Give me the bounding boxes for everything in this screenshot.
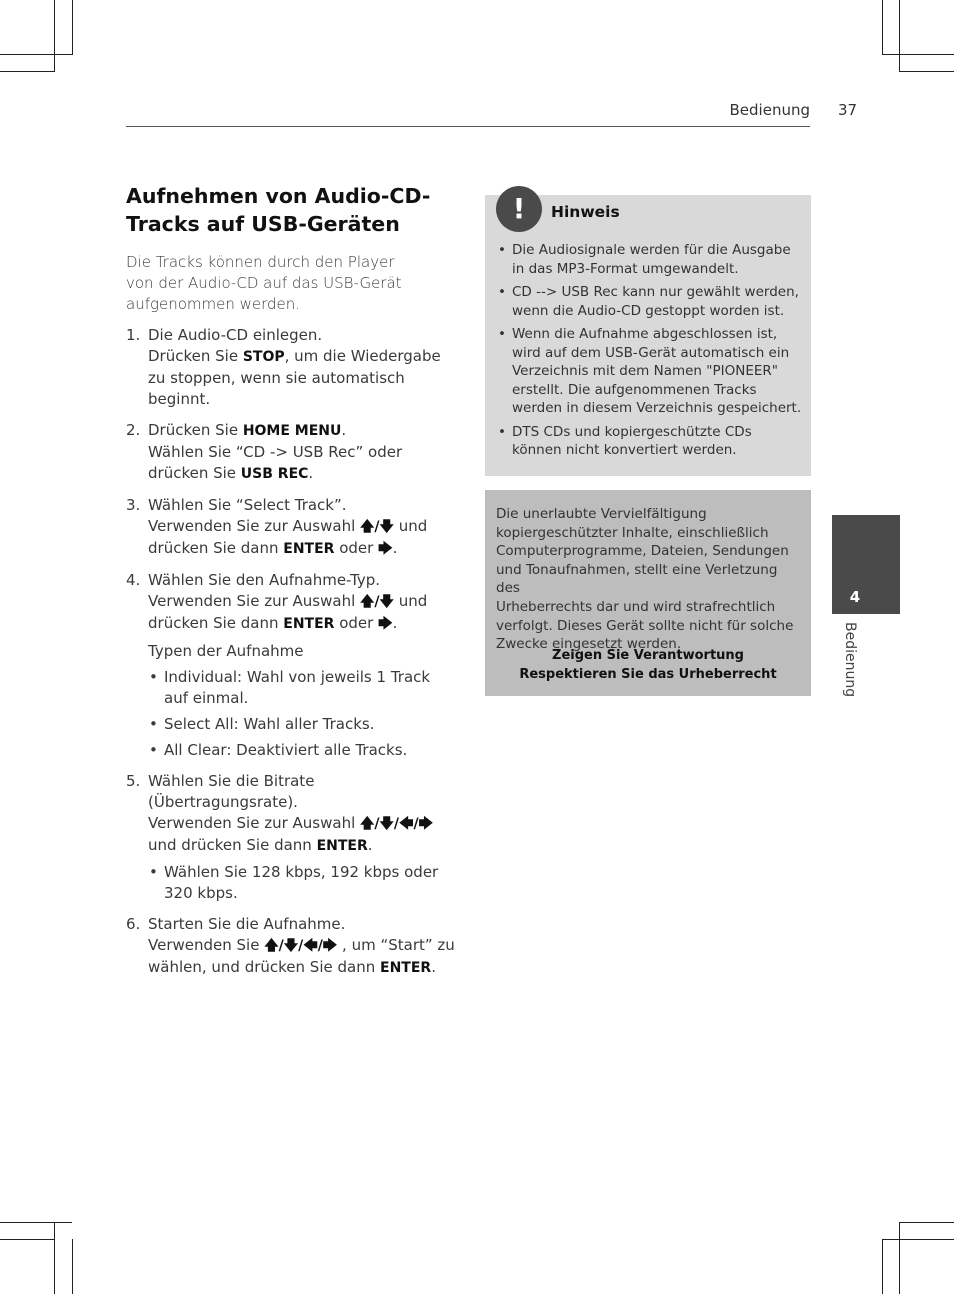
steps-list [126, 325, 456, 979]
crop-mark [54, 1222, 55, 1294]
crop-mark [0, 1239, 55, 1240]
crop-mark [882, 1239, 954, 1240]
key-label: STOP [242, 349, 285, 365]
arrow-right-icon: 🡆 [378, 616, 393, 632]
key-label: ENTER [283, 616, 335, 632]
page-title: Aufnehmen von Audio-CD- Tracks auf USB-Geräten [126, 184, 431, 236]
header-rule [126, 126, 810, 127]
running-header-section: Bedienung [729, 101, 810, 119]
types-label: Typen der Aufnahme [148, 642, 304, 660]
crop-mark [54, 0, 55, 72]
step-4: 4. Wählen Sie den Aufnahme-Typ. Verwenden Sie zur Auswahl 🡅/🡇 und drücken Sie dann ENTER oder 🡆. Typen der Aufnahme • Individual: Wahl von jeweils 1 Track auf einmal. • Select All: Wahl aller Tracks. • All Clear: Deaktiviert alle Tracks. [126, 570, 456, 761]
crop-mark [882, 54, 954, 55]
step-6: 6. Starten Sie die Aufnahme. Verwenden Sie 🡅/🡇/🡄/🡆 , um “Start” zu wählen, und drücken Sie dann ENTER. [126, 915, 455, 976]
step-3: 3. Wählen Sie “Select Track”. Verwenden Sie zur Auswahl 🡅/🡇 und drücken Sie dann ENTER oder 🡆. [126, 496, 428, 557]
crop-mark [899, 71, 954, 72]
list-item: • Select All: Wahl aller Tracks. [149, 715, 375, 733]
list-item: • Die Audiosignale werden für die Ausgabe in das MP3-Format umgewandelt. [498, 242, 791, 277]
crop-mark [72, 0, 73, 55]
chapter-number: 4 [849, 588, 861, 606]
arrow-keys-icon: 🡅/🡇 [360, 594, 394, 610]
key-label: ENTER [380, 960, 432, 976]
key-label: ENTER [316, 838, 368, 854]
list-item: • DTS CDs und kopiergeschützte CDs können nicht konvertiert werden. [498, 423, 752, 458]
crop-mark [882, 0, 883, 55]
main-column [126, 182, 456, 989]
crop-mark [0, 1222, 72, 1223]
list-item: • Wenn die Aufnahme abgeschlossen ist, wird auf dem USB-Gerät automatisch ein Verzeichnis mit dem Namen "PIONEER" erstellt. Die aufgenommenen Tracks werden in diesem Verzeichnis gespeichert. [498, 326, 802, 416]
arrow-keys-icon: 🡅/🡇/🡄/🡆 [264, 938, 338, 954]
intro-paragraph: Die Tracks können durch den Player von der Audio-CD auf das USB-Gerät aufgenommen werden. [126, 253, 402, 313]
crop-mark [899, 1222, 954, 1223]
key-label: ENTER [283, 541, 335, 557]
crop-mark [0, 54, 72, 55]
step-2: 2. Drücken Sie HOME MENU. Wählen Sie “CD -> USB Rec” oder drücken Sie USB REC. [126, 421, 403, 482]
note-list [497, 241, 805, 465]
list-item: • All Clear: Deaktiviert alle Tracks. [149, 741, 408, 759]
arrow-keys-icon: 🡅/🡇 [360, 519, 394, 535]
copyright-text: Die unerlaubte Vervielfältigung kopiergeschützter Inhalte, einschließlich Computerprogramme, Dateien, Sendungen und Tonaufnahmen, stellt eine Verletzung des Urheberrechts dar und wird strafrechtlich verfolgt. Dieses Gerät sollte nicht für solche Zwecke eingesetzt werden. [496, 506, 794, 653]
list-item: • CD --> USB Rec kann nur gewählt werden, wenn die Audio-CD gestoppt worden ist. [498, 284, 799, 319]
crop-mark [899, 0, 900, 72]
list-item: • Wählen Sie 128 kbps, 192 kbps oder 320 kbps. [149, 863, 439, 902]
page-number: 37 [838, 101, 858, 119]
step-5: 5. Wählen Sie die Bitrate (Übertragungsrate). Verwenden Sie zur Auswahl 🡅/🡇/🡄/🡆 und drücken Sie dann ENTER. • Wählen Sie 128 kbps, 192 kbps oder 320 kbps. [126, 771, 456, 904]
note-title: Hinweis [551, 203, 620, 221]
arrow-right-icon: 🡆 [378, 541, 393, 557]
crop-mark [882, 1239, 883, 1294]
key-label: HOME MENU [242, 423, 342, 439]
list-item: • Individual: Wahl von jeweils 1 Track auf einmal. [149, 668, 431, 707]
copyright-footer: Zeigen Sie Verantwortung Respektieren Sie das Urheberrecht [519, 648, 777, 682]
crop-mark [0, 71, 55, 72]
crop-mark [899, 1222, 900, 1294]
crop-mark [72, 1239, 73, 1294]
arrow-keys-icon: 🡅/🡇/🡄/🡆 [360, 816, 434, 832]
chapter-label: Bedienung [842, 622, 858, 698]
key-label: USB REC [240, 466, 309, 482]
exclamation-icon: ! [496, 186, 542, 232]
step-1: 1. Die Audio-CD einlegen. Drücken Sie STOP, um die Wiedergabe zu stoppen, wenn sie automatisch beginnt. [126, 326, 441, 408]
